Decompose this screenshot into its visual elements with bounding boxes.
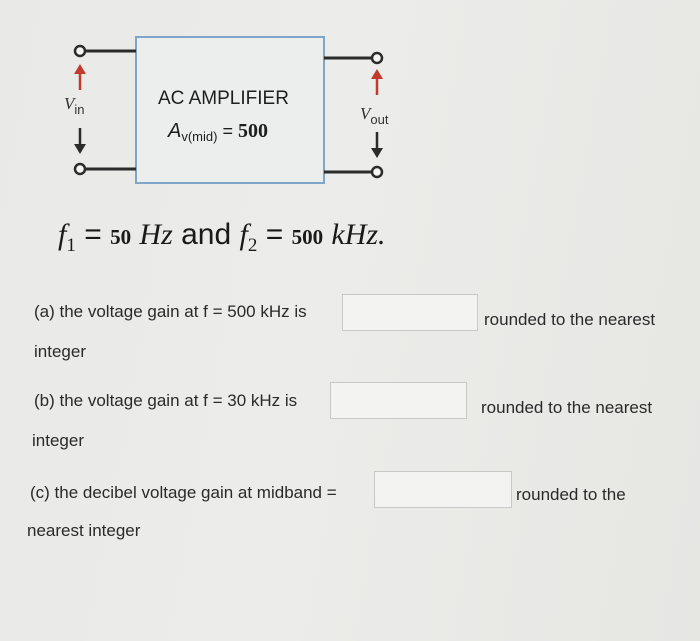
question-c-answer-input[interactable]: [375, 472, 511, 507]
question-b-answer-box[interactable]: [330, 382, 467, 419]
amplifier-title: AC AMPLIFIER: [158, 88, 289, 109]
vout-symbol: V: [360, 104, 371, 123]
question-a-answer-input[interactable]: [343, 295, 477, 330]
frequency-statement: [58, 218, 386, 256]
vin-subscript: in: [74, 102, 85, 117]
midband-gain-label: [168, 120, 268, 143]
gain-subscript: v(mid): [181, 129, 218, 144]
vout-minus-arrowhead: [371, 148, 383, 158]
and-word: and: [181, 218, 232, 251]
gain-symbol: A: [168, 120, 182, 142]
output-top-terminal: [372, 53, 382, 63]
question-a-prefix: (a) the voltage gain at f = 500 kHz is: [34, 302, 307, 321]
f2-symbol: f: [239, 218, 248, 251]
f1-unit: Hz: [139, 218, 173, 251]
question-c-prefix: (c) the decibel voltage gain at midband =: [30, 483, 337, 502]
question-c-answer-box[interactable]: [374, 471, 512, 508]
vout-plus-arrowhead: [371, 69, 383, 79]
vin-plus-arrowhead: [74, 64, 86, 74]
f2-value: 500: [291, 225, 324, 249]
question-b-suffix: rounded to the nearest: [481, 398, 653, 417]
f1-symbol: f: [58, 218, 67, 251]
f1-value: 50: [110, 225, 132, 249]
f1-subscript: 1: [66, 235, 76, 256]
question-b-tail: integer: [32, 431, 84, 450]
question-c-tail: nearest integer: [27, 521, 141, 540]
gain-equals: =: [222, 121, 233, 141]
question-a-tail: integer: [34, 342, 86, 361]
f2-equals: =: [265, 218, 284, 251]
question-c-suffix: rounded to the: [516, 485, 626, 504]
question-a-answer-box[interactable]: [342, 294, 478, 331]
input-top-terminal: [75, 46, 85, 56]
f2-subscript: 2: [247, 235, 258, 256]
question-b-answer-input[interactable]: [331, 383, 466, 418]
vout-label: [360, 104, 389, 127]
question-a-suffix: rounded to the nearest: [484, 310, 656, 329]
question-b-prefix: (b) the voltage gain at f = 30 kHz is: [34, 391, 298, 410]
f1-equals: =: [84, 218, 102, 251]
vin-symbol: V: [64, 94, 75, 113]
amplifier-box: [136, 37, 324, 183]
vin-label: [64, 94, 85, 117]
input-bottom-terminal: [75, 164, 85, 174]
f2-unit: kHz.: [331, 218, 386, 251]
gain-value: 500: [238, 120, 268, 142]
vout-subscript: out: [370, 112, 389, 127]
vin-minus-arrowhead: [74, 144, 86, 154]
output-bottom-terminal: [372, 167, 382, 177]
